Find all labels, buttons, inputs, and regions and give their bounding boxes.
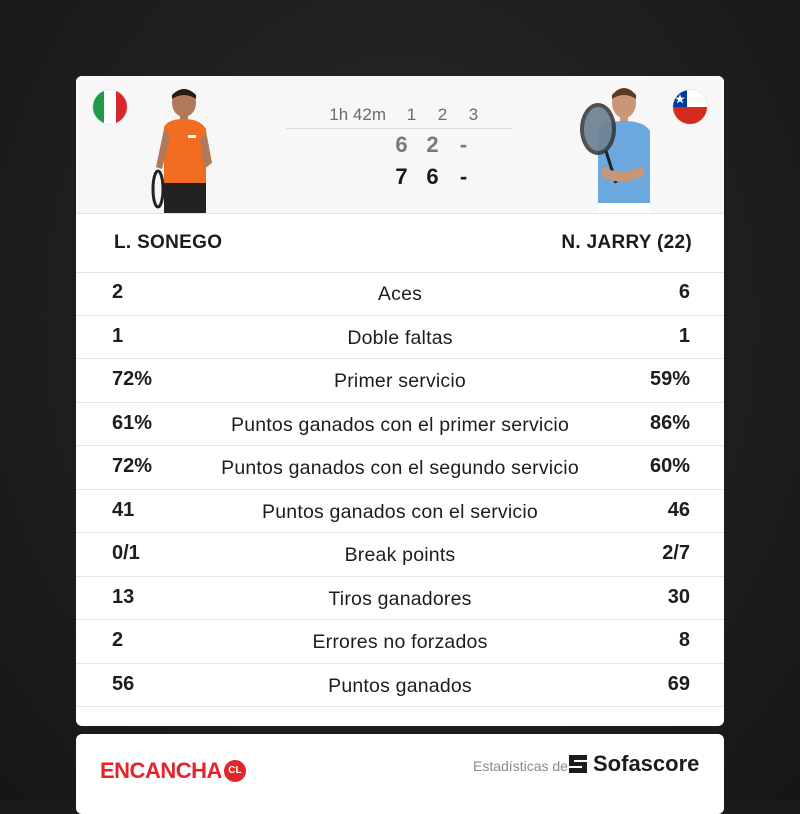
stat-row-winners [76, 577, 724, 621]
player2-stat-value: 60% [649, 455, 690, 477]
player1-stat-value: 1 [112, 324, 124, 347]
player1-set1: 6 [395, 132, 408, 157]
stat-row-first-serve-points [76, 403, 724, 447]
stats-table [76, 272, 724, 707]
brand-badge: CL [224, 760, 246, 782]
player1-name: L. SONEGO [114, 232, 223, 253]
stat-label: Puntos ganados con el primer servicio [231, 413, 569, 436]
match-header [76, 76, 724, 213]
stat-label: Puntos ganados con el segundo servicio [221, 457, 579, 479]
stat-label: Puntos ganados con el servicio [262, 500, 538, 523]
player1-stat-value: 72% [112, 368, 153, 390]
stat-row-service-points [76, 490, 724, 534]
scoreboard [286, 102, 512, 193]
brand-name: ENCANCHA [100, 758, 222, 783]
stat-row-aces [76, 272, 724, 316]
stat-label: Errores no forzados [312, 631, 488, 653]
stat-label: Tiros ganadores [328, 587, 472, 610]
player1-set2: 2 [426, 132, 439, 157]
provider-name: Sofascore [593, 751, 700, 776]
player2-stat-value: 2/7 [662, 542, 690, 564]
stat-row-second-serve-points [76, 446, 724, 490]
set-header-2: 2 [437, 105, 448, 124]
set-header-3: 3 [468, 105, 479, 124]
player2-stat-value: 8 [678, 629, 690, 651]
footer-bar [76, 734, 724, 814]
encancha-logo[interactable] [100, 758, 246, 784]
stat-label: Break points [344, 544, 456, 566]
stats-by-label: Estadísticas de [473, 758, 568, 774]
stat-label: Puntos ganados [328, 674, 472, 697]
player2-set3: - [459, 164, 468, 189]
player2-set1: 7 [395, 164, 408, 189]
player1-stat-value: 2 [112, 629, 124, 651]
player2-stat-value: 86% [649, 411, 690, 434]
italy-flag-icon [93, 90, 127, 124]
stat-row-first-serve [76, 359, 724, 403]
player1-photo [148, 85, 218, 213]
stat-label: Doble faltas [347, 326, 453, 349]
chile-flag-icon [673, 90, 707, 124]
player2-score-row [286, 161, 512, 193]
stat-row-break-points [76, 533, 724, 577]
player-names [76, 213, 724, 273]
stat-row-points-won [76, 664, 724, 708]
player1-stat-value: 61% [112, 411, 153, 434]
player1-stat-value: 2 [112, 281, 124, 303]
player1-stat-value: 56 [112, 672, 135, 695]
player1-stat-value: 41 [112, 498, 135, 521]
sofascore-logo[interactable] [567, 751, 699, 777]
stat-label: Primer servicio [334, 370, 466, 392]
stat-row-unforced-errors [76, 620, 724, 664]
player1-stat-value: 72% [112, 455, 153, 477]
player2-stat-value: 69 [667, 672, 690, 695]
player1-score-row [286, 129, 512, 161]
player2-stat-value: 59% [649, 368, 690, 390]
player2-name: N. JARRY (22) [561, 232, 692, 253]
sofascore-icon [567, 753, 589, 775]
player2-stat-value: 30 [667, 585, 690, 608]
match-duration: 1h 42m [329, 105, 386, 124]
player2-stat-value: 1 [678, 324, 690, 347]
player1-stat-value: 13 [112, 585, 135, 608]
stat-label: Aces [377, 283, 423, 305]
set-header-1: 1 [406, 105, 417, 124]
match-stats-card [76, 76, 724, 726]
player2-set2: 6 [426, 164, 439, 189]
player2-stat-value: 6 [678, 281, 690, 303]
player1-set3: - [459, 132, 468, 157]
player2-stat-value: 46 [667, 498, 690, 521]
stat-row-double-faults [76, 316, 724, 360]
player2-photo [578, 83, 662, 213]
player1-stat-value: 0/1 [112, 542, 140, 564]
